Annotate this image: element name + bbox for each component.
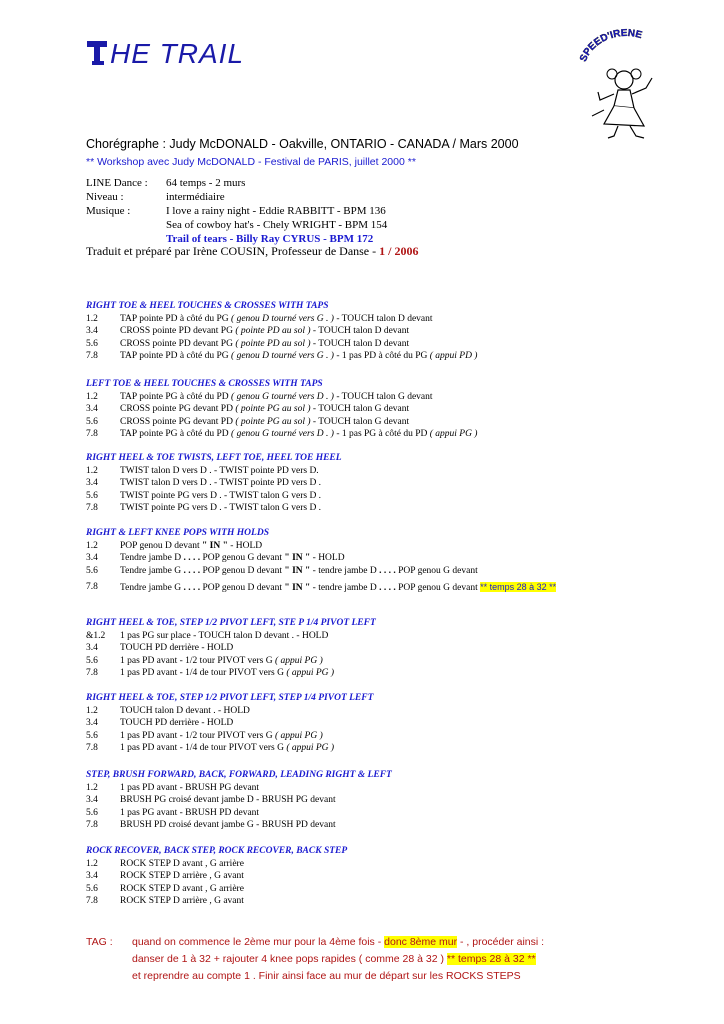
step-row	[86, 870, 646, 883]
step-row	[86, 403, 646, 416]
svg-text:SPEED'IRENE	[578, 28, 643, 64]
step-count: 7.8	[86, 743, 98, 753]
logo-text: SPEED'IRENE	[578, 28, 644, 64]
step-description: Tendre jambe G . . . . POP genou D devant " IN " - tendre jambe D . . . . POP genou G devant	[120, 565, 478, 576]
boot-t-icon	[86, 39, 108, 67]
step-description: 1 pas PG avant - BRUSH PD devant	[120, 807, 260, 818]
step-count: 3.4	[86, 404, 98, 414]
step-description: TWIST pointe PG vers D . - TWIST talon G vers D .	[120, 490, 322, 501]
music-1: I love a rainy night - Eddie RABBITT - BPM 136	[166, 205, 386, 217]
step-row	[86, 490, 646, 503]
step-description: TOUCH PD derrière - HOLD	[120, 643, 234, 653]
translated-date: 1 / 2006	[379, 244, 419, 258]
tag-line-1: quand on commence le 2ème mur pour la 4ème fois - donc 8ème mur - , procéder ainsi :	[132, 936, 545, 948]
section-title: LEFT TOE & HEEL TOUCHES & CROSSES WITH TAPS	[86, 379, 323, 389]
step-count: 5.6	[86, 807, 98, 818]
step-count: 7.8	[86, 351, 98, 361]
step-description: TWIST pointe PG vers D . - TWIST talon G vers D .	[120, 503, 322, 513]
step-count: 1.2	[86, 465, 98, 476]
step-count: 7.8	[86, 820, 98, 830]
translated-line: Traduit et préparé par Irène COUSIN, Professeur de Danse - 1 / 2006	[86, 244, 419, 258]
step-row	[86, 742, 646, 755]
step-count: 3.4	[86, 553, 98, 563]
section-title: RIGHT HEEL & TOE, STEP 1/2 PIVOT LEFT, STEP 1/4 PIVOT LEFT	[86, 693, 374, 703]
step-description: ROCK STEP D avant , G arrière	[120, 858, 244, 869]
step-description: TOUCH talon D devant . - HOLD	[120, 705, 250, 716]
music-2: Sea of cowboy hat's - Chely WRIGHT - BPM 154	[166, 219, 388, 231]
tag-line-3: et reprendre au compte 1 . Finir ainsi face au mur de départ sur les ROCKS STEPS	[132, 970, 521, 982]
step-section	[86, 452, 646, 515]
step-description: 1 pas PD avant - 1/2 tour PIVOT vers G ( appui PG )	[120, 730, 323, 741]
step-row	[86, 782, 646, 795]
section-title: RIGHT & LEFT KNEE POPS WITH HOLDS	[86, 528, 269, 538]
step-count: 5.6	[86, 730, 98, 741]
step-count: 3.4	[86, 871, 98, 881]
section-title: STEP, BRUSH FORWARD, BACK, FORWARD, LEADING RIGHT & LEFT	[86, 770, 392, 780]
level-value: intermédiaire	[166, 191, 225, 203]
tag-line-2: danser de 1 à 32 + rajouter 4 knee pops rapides ( comme 28 à 32 ) ** temps 28 à 32 **	[132, 953, 536, 965]
step-description: TOUCH PD derrière - HOLD	[120, 718, 234, 728]
step-row	[86, 895, 646, 908]
dance-info	[86, 176, 387, 246]
step-row	[86, 313, 646, 326]
step-description: TAP pointe PG à côté du PD ( genou G tourné vers D . ) - 1 pas PG à côté du PD ( appui PG )	[120, 429, 478, 439]
step-count: 3.4	[86, 643, 98, 653]
step-description: BRUSH PG croisé devant jambe D - BRUSH PG devant	[120, 795, 336, 805]
step-row	[86, 794, 646, 807]
step-count: 3.4	[86, 718, 98, 728]
step-description: ROCK STEP D arrière , G avant	[120, 896, 244, 906]
step-description: TAP pointe PD à côté du PG ( genou D tourné vers G . ) - 1 pas PD à côté du PG ( appui PD )	[120, 351, 478, 361]
step-count: 7.8	[86, 429, 98, 439]
step-description: TWIST talon D vers D . - TWIST pointe PD vers D .	[120, 478, 322, 488]
step-section	[86, 845, 646, 908]
step-count: 1.2	[86, 705, 98, 716]
workshop-line: ** Workshop avec Judy McDONALD - Festival de PARIS, juillet 2000 **	[86, 156, 416, 168]
step-count: 3.4	[86, 326, 98, 336]
speed-irene-logo	[574, 28, 678, 140]
section-title: RIGHT HEEL & TOE TWISTS, LEFT TOE, HEEL TOE HEEL	[86, 453, 342, 463]
step-count: 5.6	[86, 490, 98, 501]
step-description: 1 pas PD avant - 1/4 de tour PIVOT vers G ( appui PG )	[120, 743, 335, 753]
step-description: Tendre jambe D . . . . POP genou G devant " IN " - HOLD	[120, 553, 345, 563]
step-row	[86, 416, 646, 429]
step-row	[86, 667, 646, 680]
step-section	[86, 692, 646, 755]
step-row	[86, 552, 646, 565]
step-section	[86, 617, 646, 680]
step-row	[86, 391, 646, 404]
step-count: 5.6	[86, 655, 98, 666]
step-count: 1.2	[86, 313, 98, 324]
step-description: TAP pointe PG à côté du PD ( genou G tourné vers D . ) - TOUCH talon G devant	[120, 391, 433, 402]
step-row	[86, 502, 646, 515]
step-row	[86, 717, 646, 730]
section-title: ROCK RECOVER, BACK STEP, ROCK RECOVER, BACK STEP	[86, 846, 348, 856]
step-row	[86, 325, 646, 338]
step-row	[86, 730, 646, 743]
step-row	[86, 807, 646, 820]
step-row	[86, 540, 646, 553]
step-row	[86, 819, 646, 832]
step-row	[86, 477, 646, 490]
step-description: 1 pas PD avant - 1/2 tour PIVOT vers G ( appui PG )	[120, 655, 323, 666]
step-description: CROSS pointe PG devant PD ( pointe PG au sol ) - TOUCH talon G devant	[120, 416, 410, 427]
step-row	[86, 883, 646, 896]
step-description: CROSS pointe PD devant PG ( pointe PD au sol ) - TOUCH talon D devant	[120, 326, 410, 336]
step-count: 1.2	[86, 540, 98, 551]
dance-title: HE TRAIL	[86, 38, 244, 70]
step-description: ROCK STEP D arrière , G avant	[120, 871, 244, 881]
step-row	[86, 565, 646, 578]
line-dance-value: 64 temps - 2 murs	[166, 177, 246, 189]
step-count: 7.8	[86, 668, 98, 678]
step-count: 5.6	[86, 565, 98, 576]
step-section	[86, 769, 646, 832]
step-count: 7.8	[86, 503, 98, 513]
step-description: ROCK STEP D avant , G arrière	[120, 883, 244, 894]
step-row	[86, 428, 646, 441]
step-description: TAP pointe PD à côté du PG ( genou D tourné vers G . ) - TOUCH talon D devant	[120, 313, 433, 324]
step-section	[86, 300, 646, 363]
step-row	[86, 338, 646, 351]
step-description: BRUSH PD croisé devant jambe G - BRUSH PD devant	[120, 820, 336, 830]
step-row	[86, 581, 646, 595]
step-count: 5.6	[86, 338, 98, 349]
step-description: 1 pas PG sur place - TOUCH talon D devant . - HOLD	[120, 630, 329, 641]
step-count: 7.8	[86, 582, 98, 592]
step-description: POP genou D devant " IN " - HOLD	[120, 540, 263, 551]
step-row	[86, 350, 646, 363]
step-count: 5.6	[86, 883, 98, 894]
choreographer-line: Chorégraphe : Judy McDONALD - Oakville, ONTARIO - CANADA / Mars 2000	[86, 137, 519, 151]
step-count: 3.4	[86, 478, 98, 488]
step-description: CROSS pointe PG devant PD ( pointe PG au sol ) - TOUCH talon G devant	[120, 404, 410, 414]
line-dance-label: LINE Dance :	[86, 177, 148, 189]
section-title: RIGHT HEEL & TOE, STEP 1/2 PIVOT LEFT, STE P 1/4 PIVOT LEFT	[86, 618, 376, 628]
step-section	[86, 378, 646, 441]
step-count: 1.2	[86, 858, 98, 869]
tag-note	[86, 934, 544, 985]
step-description: 1 pas PD avant - BRUSH PG devant	[120, 782, 260, 793]
step-section	[86, 527, 646, 595]
step-description: TWIST talon D vers D . - TWIST pointe PD vers D.	[120, 465, 319, 476]
step-row	[86, 630, 646, 643]
step-row	[86, 655, 646, 668]
step-count: 7.8	[86, 896, 98, 906]
level-label: Niveau :	[86, 191, 124, 203]
music-label: Musique :	[86, 205, 131, 217]
section-title: RIGHT TOE & HEEL TOUCHES & CROSSES WITH TAPS	[86, 301, 329, 311]
step-count: 1.2	[86, 782, 98, 793]
step-description: CROSS pointe PD devant PG ( pointe PD au sol ) - TOUCH talon D devant	[120, 338, 410, 349]
step-count: &1.2	[86, 630, 106, 641]
step-row	[86, 705, 646, 718]
step-count: 1.2	[86, 391, 98, 402]
step-description: Tendre jambe G . . . . POP genou D devant " IN " - tendre jambe D . . . . POP genou G devant ** temps 28 à 32 **	[120, 582, 557, 593]
step-row	[86, 642, 646, 655]
step-count: 5.6	[86, 416, 98, 427]
music-3: Trail of tears - Billy Ray CYRUS - BPM 172	[166, 233, 374, 245]
step-count: 3.4	[86, 795, 98, 805]
step-row	[86, 858, 646, 871]
step-row	[86, 465, 646, 478]
step-description: 1 pas PD avant - 1/4 de tour PIVOT vers G ( appui PG )	[120, 668, 335, 678]
tag-label: TAG :	[86, 936, 113, 948]
